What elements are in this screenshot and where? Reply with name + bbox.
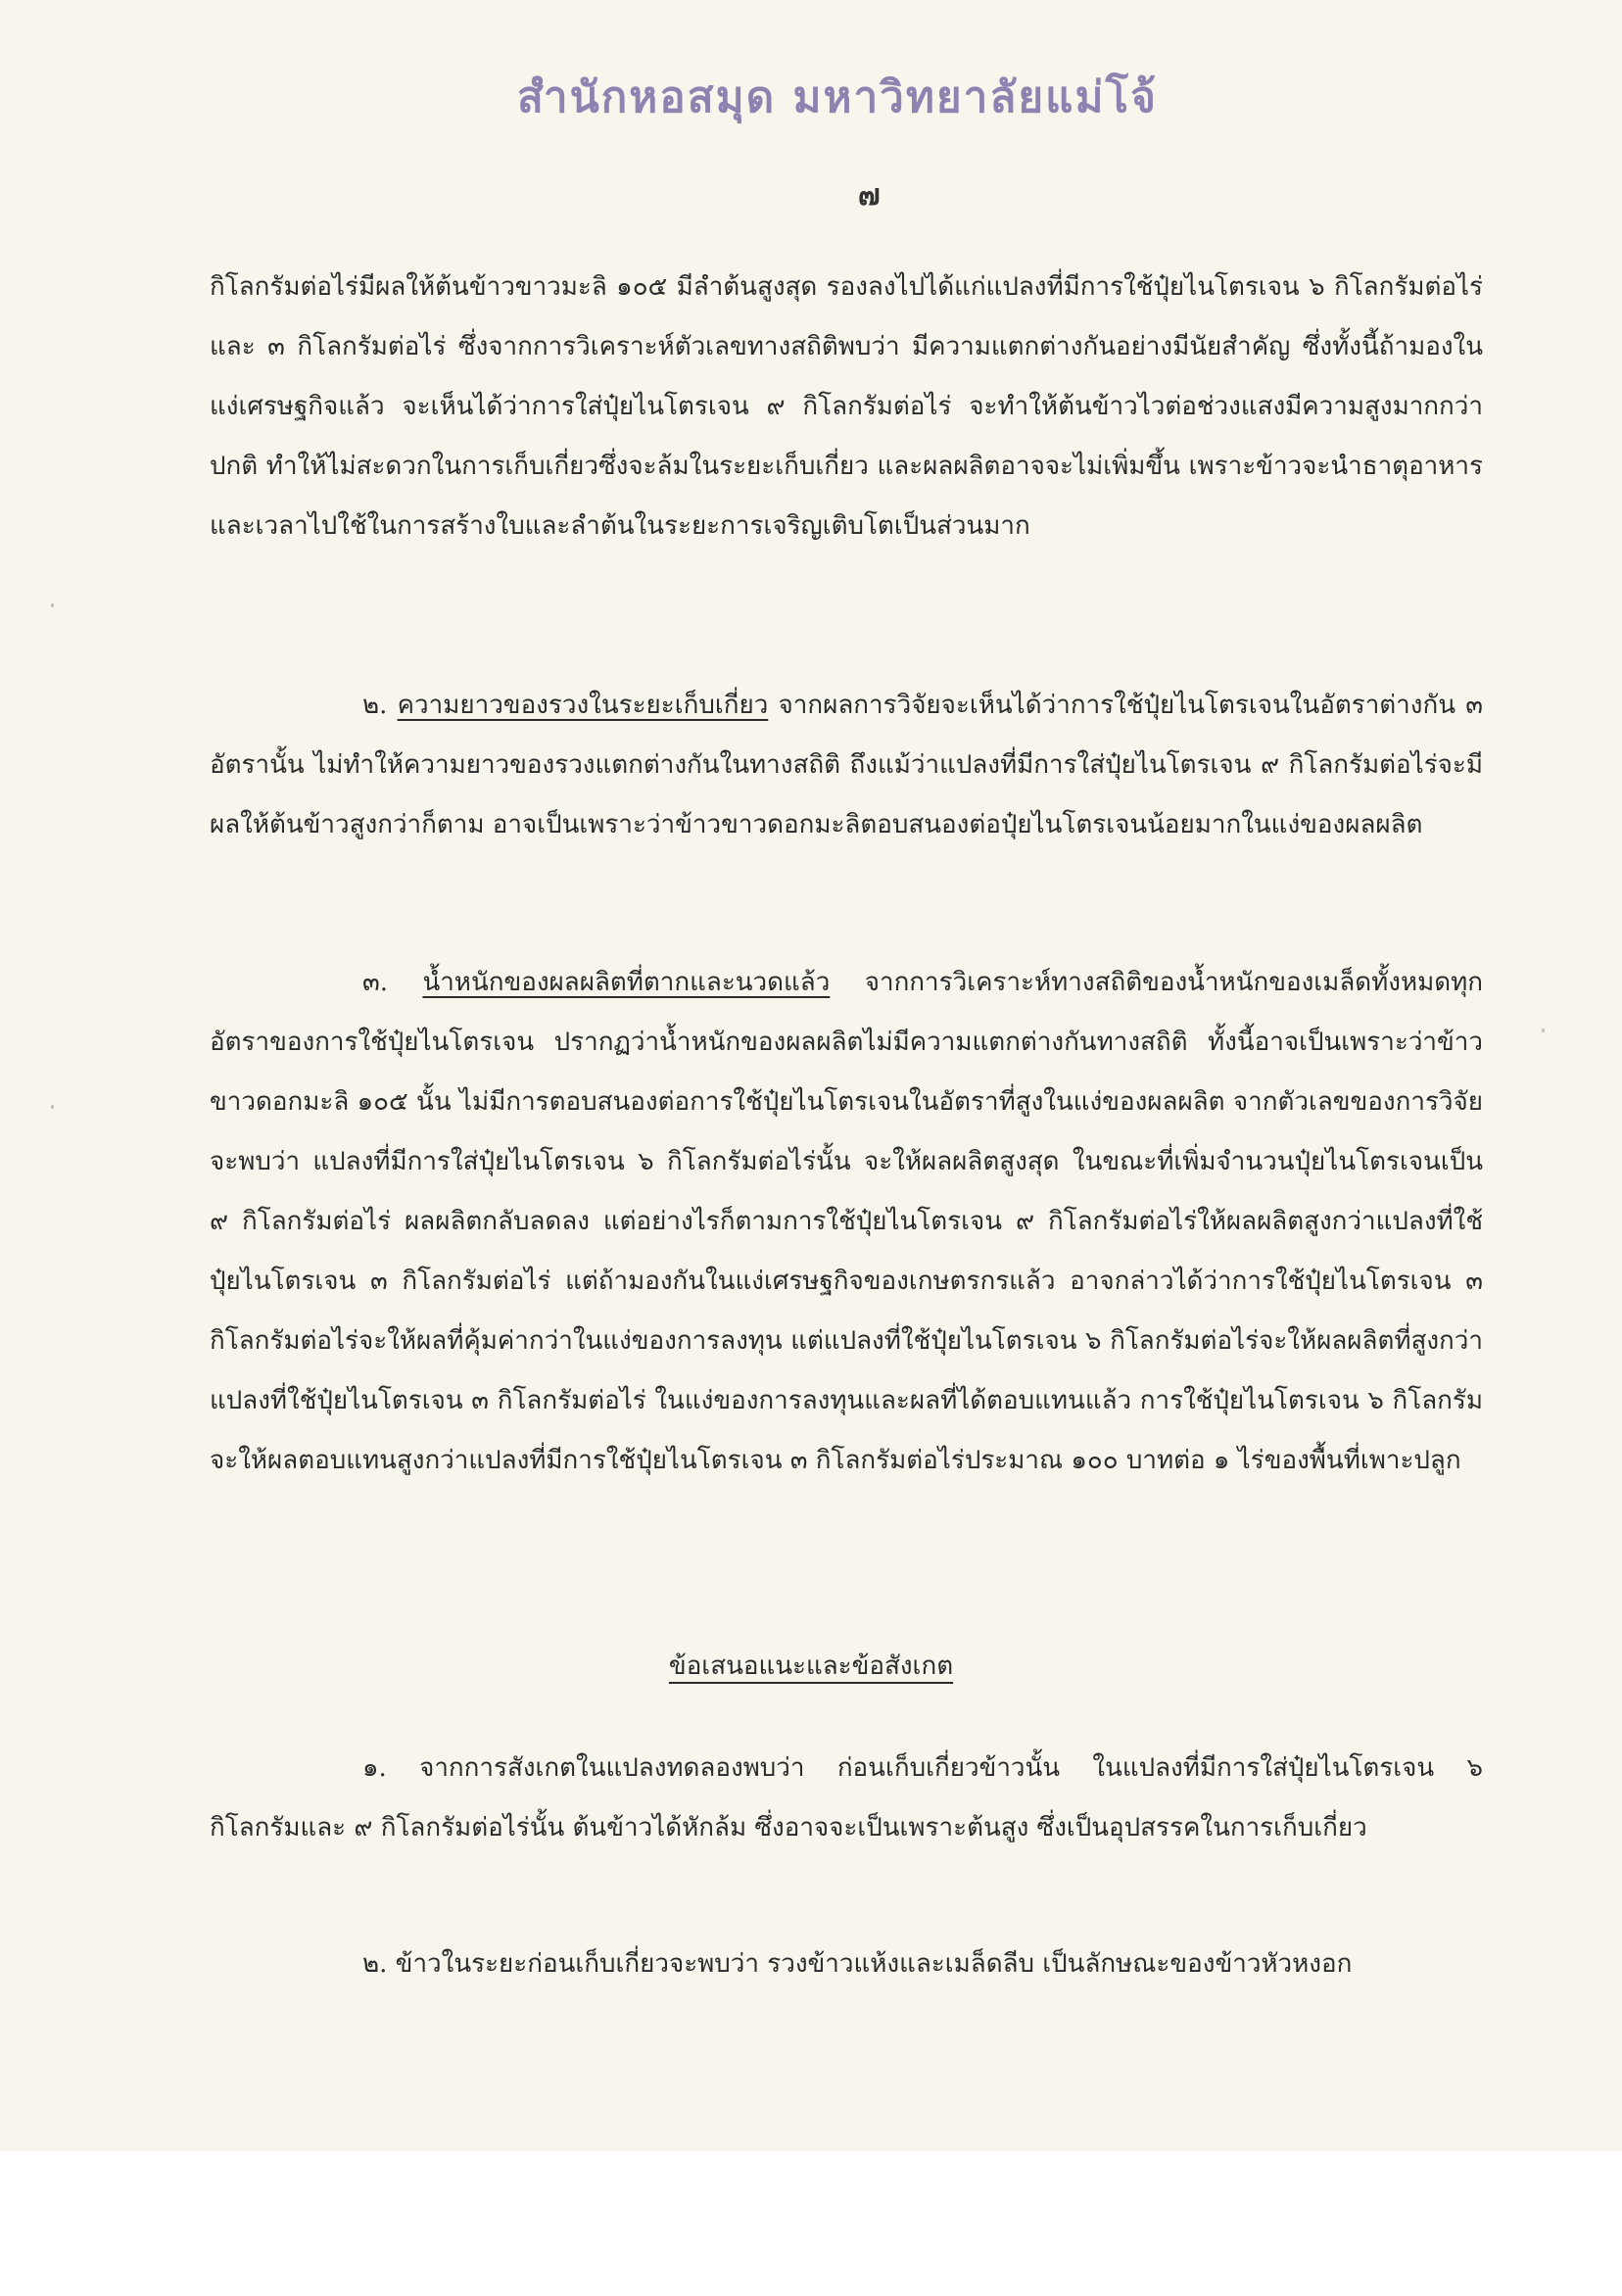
section-2-paragraph: [210, 676, 1483, 855]
section-3-number: ๓.: [362, 968, 389, 997]
paper-speck: [51, 603, 54, 607]
paper-speck: [51, 1105, 54, 1109]
page-number: ๗: [858, 178, 881, 213]
heading-text: ข้อเสนอแนะและข้อสังเกต: [668, 1651, 954, 1681]
suggestion-1: ๑. จากการสังเกตในแปลงทดลองพบว่า ก่อนเก็บเกี่ยวข้าวนั้น ในแปลงที่มีการใส่ปุ๋ยไนโตรเจน ๖ กิโลกรัมและ ๙ กิโลกรัมต่อไร่นั้น ต้นข้าวได้หักล้ม ซึ่งอาจจะเป็นเพราะต้นสูง ซึ่งเป็นอุปสรรคในการเก็บเกี่ยว: [210, 1753, 1483, 1842]
section-heading: [0, 1646, 1622, 1686]
section-3-body: จากการวิเคราะห์ทางสถิติของน้ำหนักของเมล็ดทั้งหมดทุกอัตราของการใช้ปุ๋ยไนโตรเจน ปรากฏว่าน้ำหนักของผลผลิตไม่มีความแตกต่างกันทางสถิติ ทั้งนี้อาจเป็นเพราะว่าข้าวขาวดอกมะลิ ๑๐๕ นั้น ไม่มีการตอบสนองต่อการใช้ปุ๋ยไนโตรเจนในอัตราที่สูงในแง่ของผลผลิต จากตัวเลขของการวิจัยจะพบว่า แปลงที่มีการใส่ปุ๋ยไนโตรเจน ๖ กิโลกรัมต่อไร่นั้น จะให้ผลผลิตสูงสุด ในขณะที่เพิ่มจำนวนปุ๋ยไนโตรเจนเป็น ๙ กิโลกรัมต่อไร่ ผลผลิตกลับลดลง แต่อย่างไรก็ตามการใช้ปุ๋ยไนโตรเจน ๙ กิโลกรัมต่อไร่ให้ผลผลิตสูงกว่าแปลงที่ใช้ปุ๋ยไนโตรเจน ๓ กิโลกรัมต่อไร่ แต่ถ้ามองกันในแง่เศรษฐกิจของเกษตรกรแล้ว อาจกล่าวได้ว่าการใช้ปุ๋ยไนโตรเจน ๓ กิโลกรัมต่อไร่จะให้ผลที่คุ้มค่ากว่าในแง่ของการลงทุน แต่แปลงที่ใช้ปุ๋ยไนโตรเจน ๖ กิโลกรัมต่อไร่จะให้ผลผลิตที่สูงกว่าแปลงที่ใช้ปุ๋ยไนโตรเจน ๓ กิโลกรัมต่อไร่ ในแง่ของการลงทุนและผลที่ได้ตอบแทนแล้ว การใช้ปุ๋ยไนโตรเจน ๖ กิโลกรัมจะให้ผลตอบแทนสูงกว่าแปลงที่มีการใช้ปุ๋ยไนโตรเจน ๓ กิโลกรัมต่อไร่ประมาณ ๑๐๐ บาทต่อ ๑ ไร่ของพื้นที่เพาะปลูก: [210, 968, 1484, 1475]
paper-speck: [1542, 1028, 1545, 1032]
section-3-paragraph: [210, 953, 1483, 1491]
section-2-number: ๒.: [362, 691, 388, 720]
paragraph-continuation: กิโลกรัมต่อไร่มีผลให้ต้นข้าวขาวมะลิ ๑๐๕ มีลำต้นสูงสุด รองลงไปได้แก่แปลงที่มีการใช้ปุ๋ยไนโตรเจน ๖ กิโลกรัมต่อไร่ และ ๓ กิโลกรัมต่อไร่ ซึ่งจากการวิเคราะห์ตัวเลขทางสถิติพบว่า มีความแตกต่างกันอย่างมีนัยสำคัญ ซึ่งทั้งนี้ถ้ามองในแง่เศรษฐกิจแล้ว จะเห็นได้ว่าการใส่ปุ๋ยไนโตรเจน ๙ กิโลกรัมต่อไร่ จะทำให้ต้นข้าวไวต่อช่วงแสงมีความสูงมากกว่าปกติ ทำให้ไม่สะดวกในการเก็บเกี่ยวซึ่งจะล้มในระยะเก็บเกี่ยว และผลผลิตอาจจะไม่เพิ่มขึ้น เพราะข้าวจะนำธาตุอาหารและเวลาไปใช้ในการสร้างใบและลำต้นในระยะการเจริญเติบโตเป็นส่วนมาก: [210, 272, 1483, 541]
suggestion-2: ๒. ข้าวในระยะก่อนเก็บเกี่ยวจะพบว่า รวงข้าวแห้งและเมล็ดลีบ เป็นลักษณะของข้าวหัวหงอก: [362, 1949, 1353, 1979]
section-3-title: น้ำหนักของผลผลิตที่ตากและนวดแล้ว: [422, 968, 831, 997]
section-2-title: ความยาวของรวงในระยะเก็บเกี่ยว: [397, 691, 769, 720]
section-2-body: จากผลการวิจัยจะเห็นได้ว่าการใช้ปุ๋ยไนโตรเจนในอัตราต่างกัน ๓ อัตรานั้น ไม่ทำให้ความยาวของรวงแตกต่างกันในทางสถิติ ถึงแม้ว่าแปลงที่มีการใส่ปุ๋ยไนโตรเจน ๙ กิโลกรัมต่อไร่จะมีผลให้ต้นข้าวสูงกว่าก็ตาม อาจเป็นเพราะว่าข้าวขาวดอกมะลิตอบสนองต่อปุ๋ยไนโตรเจนน้อยมากในแง่ของผลผลิต: [210, 691, 1483, 839]
library-stamp: สำนักหอสมุด มหาวิทยาลัยแม่โจ้: [517, 72, 1158, 122]
